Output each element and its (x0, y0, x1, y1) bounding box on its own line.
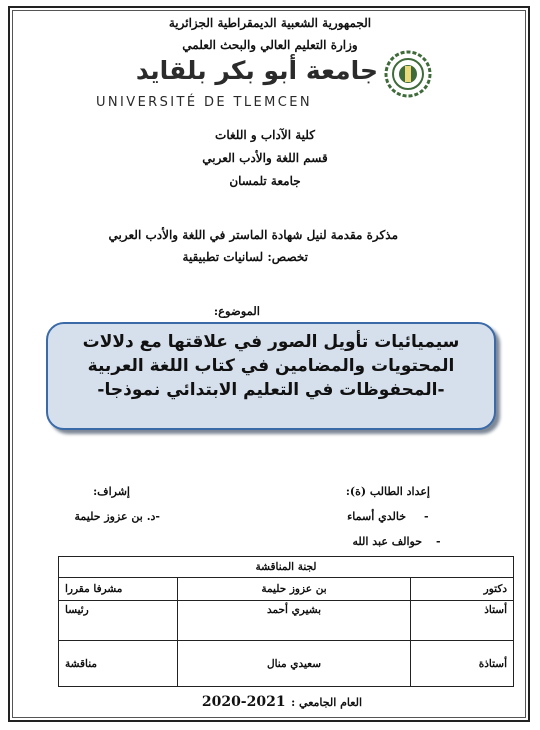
table-row (59, 578, 514, 601)
department-name: قسم اللغة والأدب العربي (202, 151, 328, 165)
faculty-name: كلية الآداب و اللغات (215, 128, 315, 142)
academic-year-label: العام الجامعي : (291, 696, 362, 709)
ministry-name: وزارة التعليم العالي والبحث العلمي (182, 38, 358, 52)
jury-role: مناقشة (59, 641, 178, 687)
university-name-french: UNIVERSITÉ DE TLEMCEN (96, 95, 312, 110)
students-label: إعداد الطالب (ة): (345, 485, 430, 498)
jury-rank: أستاذ (411, 601, 514, 641)
thesis-title-line-2: المحتويات والمضامين في كتاب اللغة العربية (87, 356, 455, 376)
academic-year-value: 2020-2021 (201, 694, 286, 710)
jury-member-name: بن عزوز حليمة (178, 578, 411, 601)
student-bullet-2: - (436, 535, 441, 548)
jury-role: رئيسا (59, 601, 178, 641)
student-bullet-1: - (424, 510, 429, 523)
university-seal-icon (384, 50, 432, 98)
supervisor-name: -د. بن عزوز حليمة (74, 510, 160, 523)
student-name-1: خالدي أسماء (347, 510, 406, 523)
table-row (59, 641, 514, 687)
jury-table (58, 556, 514, 687)
university-name-arabic: جامعة أبو بكر بلقايد (135, 56, 378, 85)
topic-label: الموضوع: (213, 304, 260, 318)
thesis-title-line-3: -المحفوظات في التعليم الابتدائي نموذجا- (97, 380, 445, 400)
thesis-title-line-1: سيميائيات تأويل الصور في علاقتها مع دلالات (82, 332, 460, 352)
jury-role: مشرفا مقررا (59, 578, 178, 601)
student-name-2: حوالف عبد الله (352, 535, 422, 548)
jury-member-name: سعيدي منال (178, 641, 411, 687)
academic-year (202, 691, 362, 710)
thesis-title-box (46, 322, 496, 430)
jury-member-name: بشيري أحمد (178, 601, 411, 641)
university-city: جامعة تلمسان (229, 174, 301, 188)
thesis-specialty: تخصص: لسانيات تطبيقية (182, 250, 308, 264)
jury-rank: أستاذة (411, 641, 514, 687)
supervision-label: إشراف: (93, 485, 130, 498)
jury-rank: دكتور (411, 578, 514, 601)
thesis-purpose: مذكرة مقدمة لنيل شهادة الماستر في اللغة والأدب العربي (108, 228, 398, 242)
republic-name: الجمهورية الشعبية الديمقراطية الجزائرية (168, 16, 372, 30)
table-row (59, 601, 514, 641)
jury-title: لجنة المناقشة (59, 557, 514, 578)
